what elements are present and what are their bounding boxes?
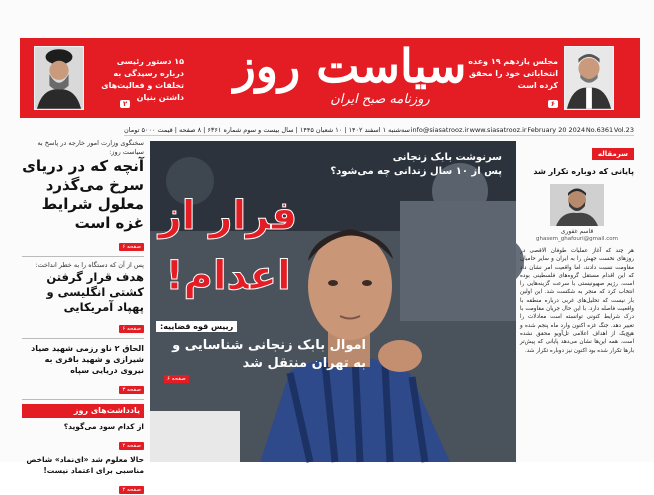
editorial-column bbox=[520, 141, 634, 462]
lead-sub-label: رییس قوه قضاییه: bbox=[156, 321, 237, 332]
lead-headline-line2: اعدام! bbox=[165, 253, 291, 299]
logo-title: سیاست روز bbox=[233, 39, 467, 93]
right-teaser-page: ۶ bbox=[548, 100, 558, 108]
editorial-body: هر چند که آغاز عملیات طوفان الاقصی در روزهای نخست جهش را به ایران و سایر حامیان مقاومت نسبت دادند، اما واقعیت امر نشان داد که این اقدام مستقل گروه‌های فلسطینی بوده است. رژیم صهیونیستی با سرعت گزینه‌هایی را انتخاب کرد که منجر به شکست شد. این اولین بار نیست که تحلیل‌های غربی درباره منطقه با واقعیت فاصله دارد. با این حال جریان مقاومت با درک شرایط کنونی توانسته است معادلات را تغییر دهد. جنگ غزه اکنون وارد ماه پنجم شده و هیچ‌یک از اهداف اعلامی تل‌آویو محقق نشده است. همه این‌ها نشان می‌دهد پایانی که پیش‌تر بارها تکرار شده بود اکنون نیز دوباره تکرار شد. bbox=[520, 248, 634, 354]
lead-kicker-line1: سرنوشت بابک زنجانی bbox=[392, 152, 502, 163]
right-teaser-photo bbox=[564, 46, 614, 110]
masthead bbox=[20, 38, 640, 118]
divider bbox=[22, 256, 144, 257]
lead-story-photo[interactable] bbox=[150, 141, 516, 462]
page-ref-tag: صفحه ۶ bbox=[164, 375, 189, 383]
story-headline[interactable]: آنچه که در دریای سرخ می‌گذرد معلول شرایط غزه است bbox=[22, 157, 144, 232]
left-news-column bbox=[22, 139, 144, 493]
issue-date-fa: سه‌شنبه ۱ اسفند ۱۴۰۲ | ۱۰ شعبان ۱۴۴۵ | سال بیست و سوم شماره ۶۳۶۱ | ۸ صفحه | قیمت ۵۰۰۰ تومان bbox=[124, 125, 410, 134]
website[interactable]: www.siasatrooz.ir bbox=[469, 125, 527, 134]
person-photo-icon bbox=[565, 47, 613, 109]
editorial-title[interactable]: پایانی که دوباره تکرار شد bbox=[533, 167, 634, 176]
page-ref-tag: صفحه ۲ bbox=[119, 486, 144, 494]
right-teaser-text[interactable]: مجلس یازدهم ۱۹ وعده انتخاباتی خود را محقق کرده است bbox=[468, 57, 558, 90]
page-ref-tag: صفحه ۲ bbox=[119, 442, 144, 450]
page-ref-tag: صفحه ۶ bbox=[119, 325, 144, 333]
lead-subheadline[interactable]: اموال بابک زنجانی شناسایی و به تهران منتقل شد bbox=[172, 338, 366, 371]
divider bbox=[22, 338, 144, 339]
author-photo bbox=[550, 184, 604, 226]
author-name: قاسم غفوری bbox=[560, 228, 594, 235]
issue-info-bar bbox=[124, 124, 634, 136]
issue-date-en: February 20 2024 bbox=[527, 125, 586, 134]
note-headline[interactable]: حالا معلوم شد «ای‌نماد» شاخص مناسبی برای اعتماد نیست! bbox=[26, 455, 144, 475]
left-teaser-page: ۲ bbox=[120, 100, 130, 108]
issue-number: No.6361 bbox=[585, 125, 614, 134]
notes-section-bar: یادداشت‌های روز bbox=[22, 404, 144, 418]
lead-kicker bbox=[330, 151, 502, 179]
story-kicker: پس از آن که دستگاه را به خطر انداخت: bbox=[35, 261, 144, 269]
left-teaser-photo bbox=[34, 46, 84, 110]
person-photo-icon bbox=[550, 184, 604, 226]
email[interactable]: info@siasatrooz.ir bbox=[410, 125, 469, 134]
story-headline[interactable]: الحاق ۲ ناو رزمی شهید صیاد شیرازی و شهید باقری به نیروی دریایی سپاه bbox=[31, 344, 144, 375]
person-photo-icon bbox=[35, 47, 83, 109]
left-teaser-text[interactable]: ۱۵ دستور رئیسی درباره رسیدگی به تخلفات و فعالیت‌های داشتن بنیان bbox=[101, 57, 184, 102]
page-ref-tag: صفحه ۶ bbox=[119, 243, 144, 251]
story-headline[interactable]: هدف قرار گرفتن کشتی انگلیسی و پهپاد آمریکایی bbox=[46, 270, 144, 314]
volume-number: Vol.23 bbox=[613, 125, 634, 134]
divider bbox=[22, 399, 144, 400]
author-email[interactable]: ghasem_ghafouri@gmail.com bbox=[536, 236, 618, 242]
lead-headline-line1: فرار از bbox=[158, 193, 298, 239]
story-kicker: سخنگوی وزارت امور خارجه در پاسخ به سیاست روز: bbox=[37, 139, 144, 156]
lead-headline[interactable] bbox=[158, 186, 298, 306]
note-headline[interactable]: از کدام سود می‌گوید؟ bbox=[63, 422, 144, 431]
logo-subtitle: روزنامه صبح ایران bbox=[330, 92, 430, 107]
lead-kicker-line2: پس از ۱۰ سال زندانی چه می‌شود؟ bbox=[330, 166, 502, 177]
page-ref-tag: صفحه ۳ bbox=[119, 386, 144, 394]
editorial-label: سرمقاله bbox=[592, 148, 634, 160]
newspaper-logo bbox=[230, 40, 470, 114]
